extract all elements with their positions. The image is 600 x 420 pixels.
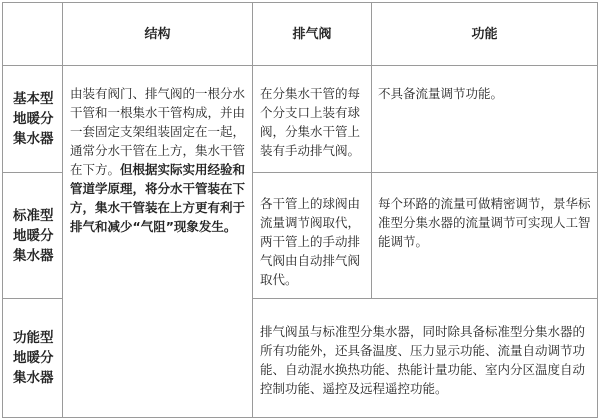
structure-description [70, 84, 246, 284]
function-basic: 不具备流量调节功能。 [378, 86, 504, 101]
table-border-bottom [2, 417, 598, 418]
table-border-right [597, 2, 598, 418]
function-standard: 每个环路的流量可做精密调节，景华标准型分集水器的流量调节可实现人工智能调节。 [378, 196, 591, 249]
header-structure: 结构 [144, 26, 171, 42]
row-label-standard: 标准型地暖分集水器 [13, 207, 54, 264]
row-label-functional: 功能型地暖分集水器 [13, 330, 54, 386]
structure-text-bold: 但根据实际实用经验和管道学原理，将分水干管装在下方，集水干管装在上方更有利于排气和减少“气阻”现象发生。 [70, 162, 246, 234]
row-label-basic: 基本型地暖分集水器 [13, 91, 54, 147]
function-functional: 排气阀虽与标准型分集水器，同时除具备标准型分集水器的所有功能外，还具备温度、压力显示功能、流量自动调节功能、自动混水换热功能、热能计量功能、室内分区温度自动控制功能、遥控及远程遥控功能。 [260, 324, 586, 396]
row-divider-1 [252, 172, 598, 173]
exhaust-basic: 在分集水干管的每个分支口上装有球阀，分集水干管上装有手动排气阀。 [260, 86, 361, 158]
header-function: 功能 [471, 26, 498, 42]
exhaust-standard: 各干管上的球阀由流量调节阀取代，两干管上的手动排气阀由自动排气阀取代。 [260, 196, 361, 287]
row-divider-2 [252, 298, 598, 299]
structure-text-normal: 由装有阀门、排气阀的一根分水干管和一根集水干管构成，并由一套固定支架组装固定在一起，通常分水干管在上方，集水干管在下方。 [70, 86, 246, 177]
header-divider [2, 65, 598, 66]
header-exhaust-valve: 排气阀 [292, 26, 332, 42]
